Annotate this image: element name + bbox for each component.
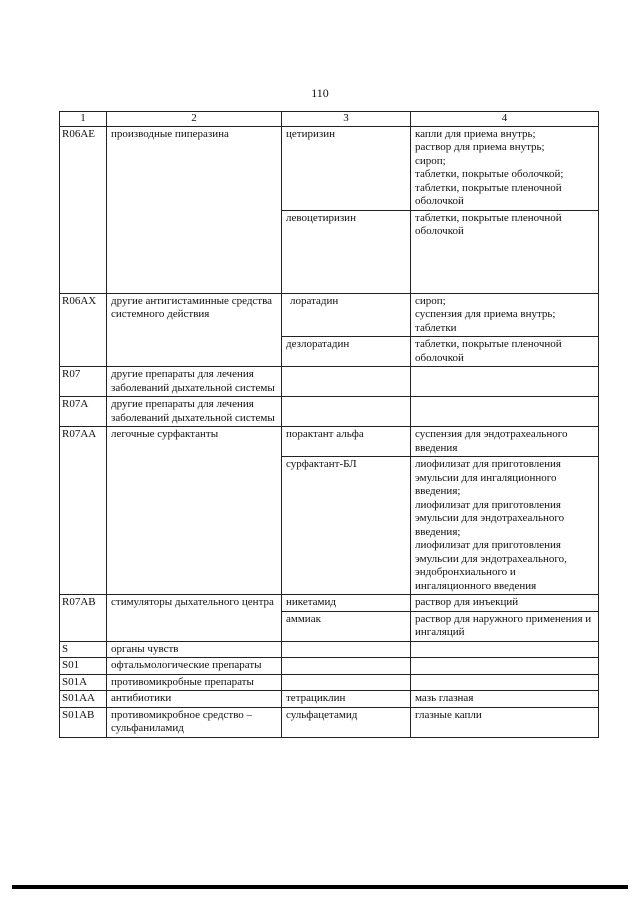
dosage-form [411, 641, 599, 658]
table-row [60, 641, 599, 658]
group-name: другие антигистаминные средства системного действия [107, 293, 282, 367]
page-number: 110 [311, 86, 329, 100]
group-name: офтальмологические препараты [107, 658, 282, 675]
atc-code: S01A [60, 674, 107, 691]
drug-name: тетрациклин [282, 691, 411, 708]
drug-name: цетиризин [282, 126, 411, 210]
group-name: органы чувств [107, 641, 282, 658]
dosage-form: лиофилизат для приготовления эмульсии для ингаляционного введения; лиофилизат для приготовления эмульсии для эндотрахеального введения; лиофилизат для приготовления эмульсии для эндотрахеального, эндобронхиального и ингаляционного введения [411, 457, 599, 595]
drug-name: никетамид [282, 595, 411, 612]
drug-classification-table [59, 111, 599, 738]
dosage-form: таблетки, покрытые пленочной оболочкой [411, 210, 599, 293]
drug-name: дезлоратадин [282, 337, 411, 367]
group-name: другие препараты для лечения заболеваний дыхательной системы [107, 367, 282, 397]
atc-code: R07AB [60, 595, 107, 642]
atc-code: R06AX [60, 293, 107, 367]
drug-name [282, 674, 411, 691]
table-row [60, 126, 599, 210]
group-name: другие препараты для лечения заболеваний дыхательной системы [107, 397, 282, 427]
atc-code: R07A [60, 397, 107, 427]
group-name: легочные сурфактанты [107, 427, 282, 595]
column-header: 1 [60, 112, 107, 127]
column-header: 4 [411, 112, 599, 127]
page-bottom-rule [12, 885, 628, 889]
drug-name [282, 397, 411, 427]
dosage-form [411, 674, 599, 691]
table-row [60, 691, 599, 708]
drug-name: лоратадин [282, 293, 411, 337]
atc-code: R06AE [60, 126, 107, 293]
drug-name: порактант альфа [282, 427, 411, 457]
dosage-form: таблетки, покрытые пленочной оболочкой [411, 337, 599, 367]
atc-code: S01 [60, 658, 107, 675]
drug-name [282, 641, 411, 658]
dosage-form [411, 367, 599, 397]
table-row [60, 427, 599, 457]
drug-name: сурфактант-БЛ [282, 457, 411, 595]
dosage-form: глазные капли [411, 707, 599, 737]
dosage-form: раствор для наружного применения и ингаляций [411, 611, 599, 641]
atc-code: R07 [60, 367, 107, 397]
group-name: антибиотики [107, 691, 282, 708]
drug-name [282, 658, 411, 675]
drug-name: левоцетиризин [282, 210, 411, 293]
column-header: 2 [107, 112, 282, 127]
atc-code: S01AA [60, 691, 107, 708]
group-name: стимуляторы дыхательного центра [107, 595, 282, 642]
table-row [60, 674, 599, 691]
column-header: 3 [282, 112, 411, 127]
table-row [60, 595, 599, 612]
group-name: противомикробные препараты [107, 674, 282, 691]
dosage-form [411, 397, 599, 427]
table-row [60, 707, 599, 737]
dosage-form: сироп; суспензия для приема внутрь; таблетки [411, 293, 599, 337]
table-row [60, 658, 599, 675]
dosage-form: суспензия для эндотрахеального введения [411, 427, 599, 457]
group-name: противомикробное средство – сульфаниламид [107, 707, 282, 737]
table-header-row [60, 112, 599, 127]
table-row [60, 367, 599, 397]
dosage-form: капли для приема внутрь; раствор для приема внутрь; сироп; таблетки, покрытые оболочкой; таблетки, покрытые пленочной оболочкой [411, 126, 599, 210]
atc-code: S01AB [60, 707, 107, 737]
drug-name [282, 367, 411, 397]
drug-name: аммиак [282, 611, 411, 641]
drug-name: сульфацетамид [282, 707, 411, 737]
dosage-form: мазь глазная [411, 691, 599, 708]
dosage-form [411, 658, 599, 675]
atc-code: S [60, 641, 107, 658]
table-row [60, 293, 599, 337]
dosage-form: раствор для инъекций [411, 595, 599, 612]
atc-code: R07AA [60, 427, 107, 595]
group-name: производные пиперазина [107, 126, 282, 293]
table-row [60, 397, 599, 427]
